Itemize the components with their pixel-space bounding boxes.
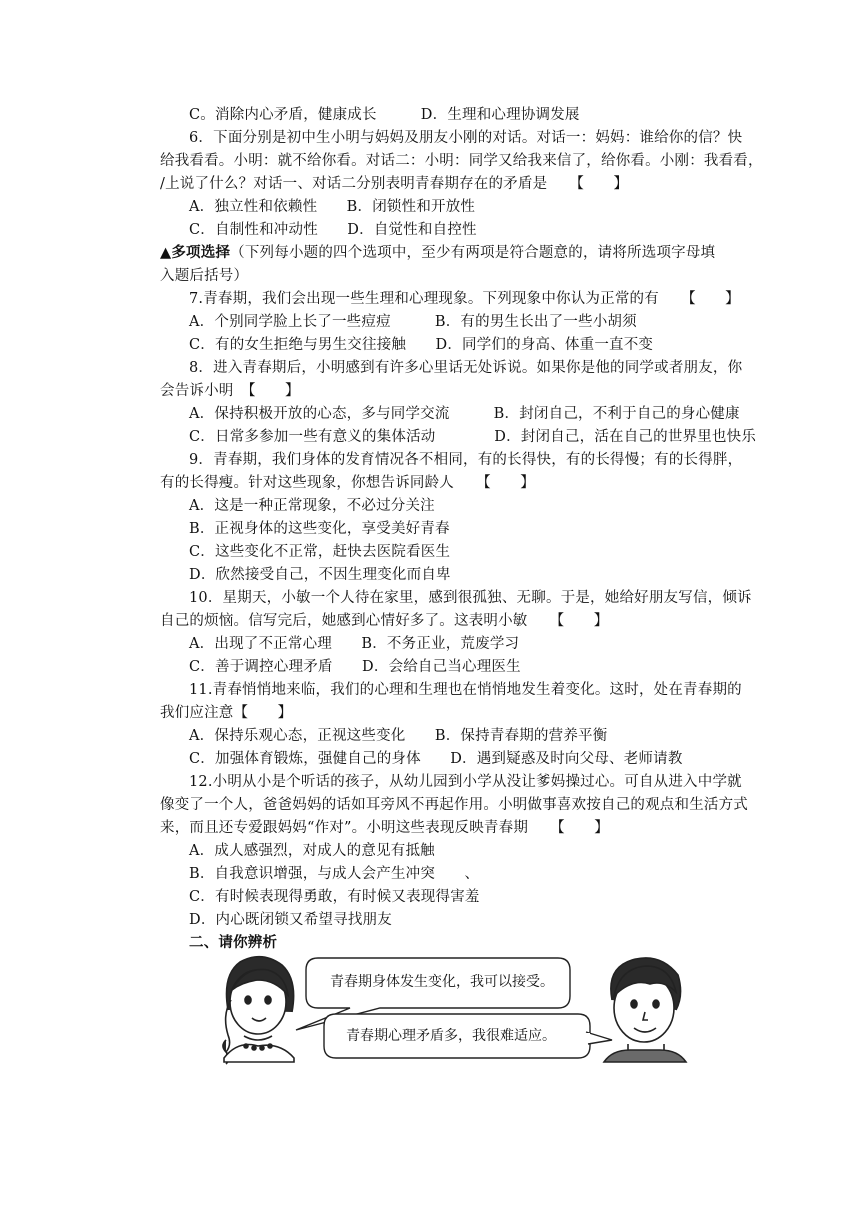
question-7: 7.青春期，我们会出现一些生理和心理现象。下列现象中你认为正常的有 【 】 — [189, 291, 740, 307]
question-11: 11.青春悄悄地来临，我们的心理和生理也在悄悄地发生着变化。这时，处在青春期的 — [189, 682, 742, 698]
question-9-cont: 有的长得瘦。针对这些现象，你想告诉同龄人 【 】 — [160, 475, 535, 491]
option-line: C．有时候表现得勇敢，有时候又表现得害羞 — [189, 889, 480, 905]
question-11-cont: 我们应注意【 】 — [160, 705, 293, 721]
question-8: 8．进入青春期后，小明感到有许多心里话无处诉说。如果你是他的同学或者朋友，你 — [189, 360, 743, 376]
section-instructions-cont: 入题后括号） — [160, 268, 249, 284]
option-line: A．保持乐观心态，正视这些变化 B．保持青春期的营养平衡 — [189, 728, 608, 744]
option-line: A．这是一种正常现象，不必过分关注 — [189, 498, 435, 514]
option-line: C．加强体育锻炼，强健自己的身体 D．遇到疑惑及时向父母、老师请教 — [189, 751, 683, 767]
question-12: 12.小明从小是个听话的孩子，从幼儿园到小学从没让爹妈操过心。可自从进入中学就 — [189, 774, 742, 790]
section-analysis-heading: 二、请你辨析 — [189, 934, 278, 951]
question-6-cont: 给我看看。小明：就不给你看。对话二：小明：同学又给我来信了，给你看。小刚：我看看， — [160, 153, 763, 169]
option-line: A．成人感强烈，对成人的意见有抵触 — [189, 843, 435, 859]
option-line: C．日常多参加一些有意义的集体活动 D．封闭自己，活在自己的世界里也快乐 — [189, 429, 757, 445]
question-12-cont: 来，而且还专爱跟妈妈“作对”。小明这些表现反映青春期 【 】 — [160, 820, 609, 836]
option-line: D．内心既闭锁又希望寻找朋友 — [189, 912, 392, 928]
girl-cartoon-icon — [223, 957, 294, 1064]
question-6-cont: /上说了什么？对话一、对话二分别表明青春期存在的矛盾是 【 】 — [160, 176, 629, 192]
boy-cartoon-icon — [604, 958, 686, 1062]
option-line: C．善于调控心理矛盾 D．会给自己当心理医生 — [189, 659, 521, 675]
option-line: C．自制性和冲动性 D．自觉性和自控性 — [189, 222, 477, 238]
question-10: 10．星期天，小敏一个人待在家里，感到很孤独、无聊。于是，她给好朋友写信，倾诉 — [189, 590, 752, 606]
speech-bubble-top-text: 青春期身体发生变化，我可以接受。 — [330, 974, 554, 990]
option-line: D．欣然接受自己，不因生理变化而自卑 — [189, 567, 451, 583]
option-line: A．保持积极开放的心态，多与同学交流 B．封闭自己，不利于自己的身心健康 — [189, 406, 740, 422]
option-line: B．正视身体的这些变化，享受美好青春 — [189, 521, 450, 537]
question-6: 6．下面分别是初中生小明与妈妈及朋友小刚的对话。对话一：妈妈：谁给你的信？快 — [189, 130, 743, 146]
question-9: 9．青春期，我们身体的发育情况各不相同，有的长得快，有的长得慢；有的长得胖， — [189, 452, 743, 468]
section-instructions: （下列每小题的四个选项中，至少有两项是符合题意的，请将所选项字母填 — [230, 245, 716, 261]
section-heading: ▲多项选择 — [160, 244, 231, 261]
option-line: B．自我意识增强，与成人会产生冲突 、 — [189, 866, 480, 882]
option-line: A．独立性和依赖性 B．闭锁性和开放性 — [189, 199, 476, 215]
speech-bubble-bottom-text: 青春期心理矛盾多，我很难适应。 — [346, 1028, 556, 1044]
option-line: C．这些变化不正常，赶快去医院看医生 — [189, 544, 451, 560]
option-line: C。消除内心矛盾，健康成长 D．生理和心理协调发展 — [189, 107, 580, 123]
speech-bubble-bottom — [324, 1014, 612, 1058]
question-12-cont: 像变了一个人，爸爸妈妈的话如耳旁风不再起作用。小明做事喜欢按自己的观点和生活方式 — [160, 797, 748, 813]
option-line: A．个别同学脸上长了一些痘痘 B．有的男生长出了一些小胡须 — [189, 314, 637, 330]
option-line: C．有的女生拒绝与男生交往接触 D．同学们的身高、体重一直不变 — [189, 337, 654, 353]
question-10-cont: 自己的烦恼。信写完后，她感到心情好多了。这表明小敏 【 】 — [160, 613, 609, 629]
question-8-cont: 会告诉小明 【 】 — [160, 383, 300, 399]
option-line: A．出现了不正常心理 B．不务正业，荒废学习 — [189, 636, 520, 652]
